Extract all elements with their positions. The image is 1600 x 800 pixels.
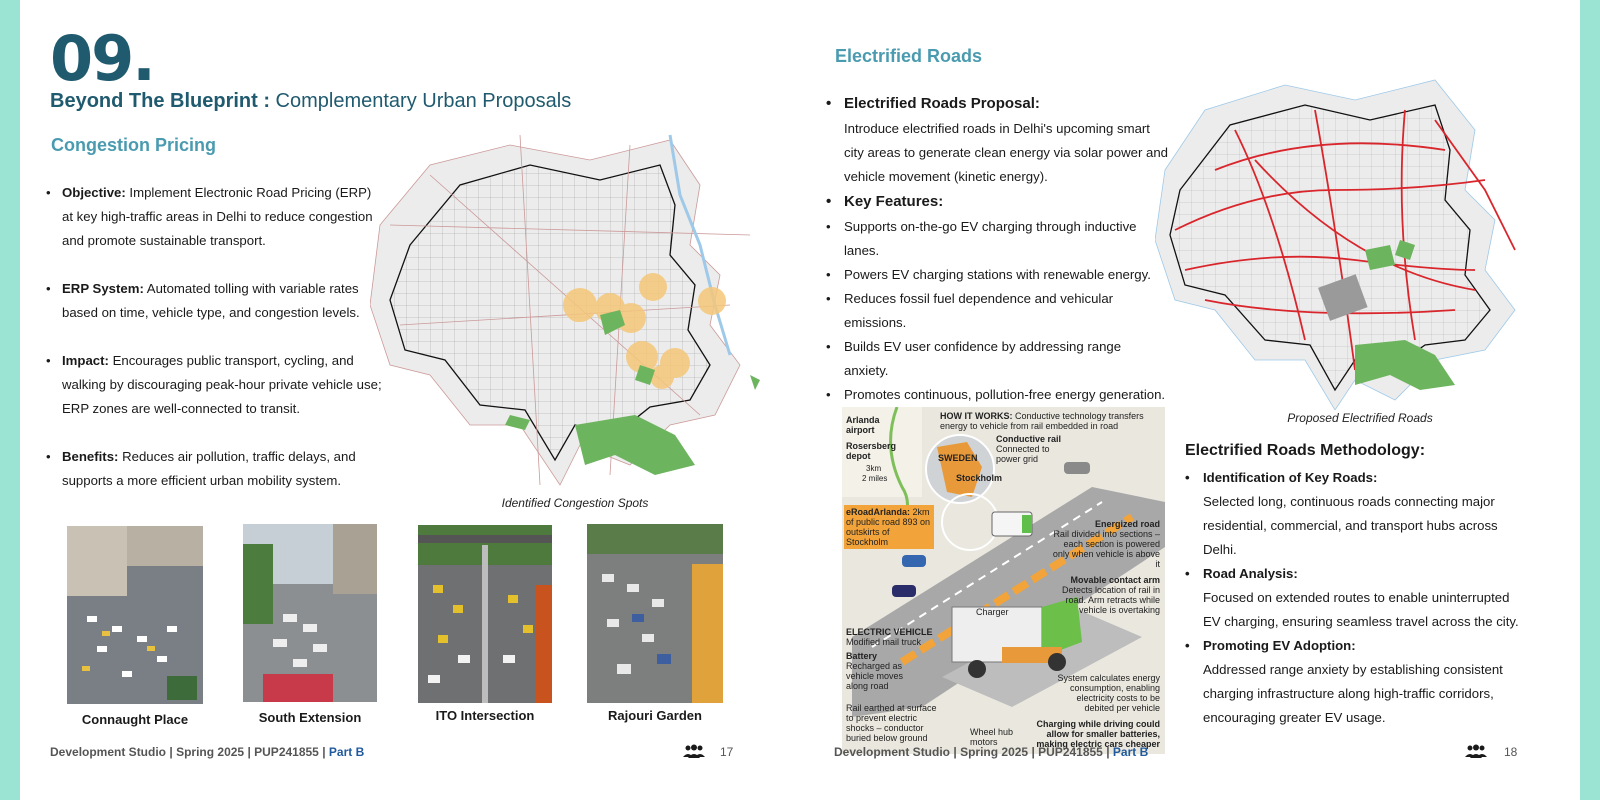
chapter-number: 09. xyxy=(50,22,154,95)
group-icon xyxy=(1465,744,1487,763)
features-heading: • Key Features: xyxy=(824,189,1169,215)
right-page xyxy=(800,0,1580,800)
info-arlanda: Arlanda airport xyxy=(846,415,880,435)
bullet-erp-system: • ERP System: Automated tolling with variable rates based on time, vehicle type, and congestion levels. xyxy=(44,277,384,325)
footer-right: Development Studio | Spring 2025 | PUP241855 | Part B xyxy=(834,745,1149,759)
photo-connaught-place xyxy=(67,526,203,704)
subtitle-regular: Complementary Urban Proposals xyxy=(270,90,572,112)
left-page xyxy=(20,0,800,800)
page-number-left: 17 xyxy=(720,745,734,759)
info-sweden: SWEDEN xyxy=(938,453,978,463)
info-energized: Energized road Rail divided into sections – each section is powered only when vehicle is above it xyxy=(1052,519,1160,569)
info-charging-note: Charging while driving could allow for smaller batteries, making electric cars cheaper xyxy=(1036,719,1160,749)
info-conductive-rail: Conductive rail Connected to power grid xyxy=(996,434,1062,464)
methodology-item-title: • Road Analysis: xyxy=(1183,562,1528,586)
bullet-benefits: • Benefits: Reduces air pollution, traffic delays, and supports a more efficient urban mobility system. xyxy=(44,445,384,493)
bullet-objective: • Objective: Implement Electronic Road Pricing (ERP) at key high-traffic areas in Delhi to reduce congestion and promote sustainable transport. xyxy=(44,181,384,253)
feature-item: • Reduces fossil fuel dependence and vehicular emissions. xyxy=(824,287,1169,335)
photo-label-rajouri-garden: Rajouri Garden xyxy=(608,708,702,723)
delhi-map-electrified xyxy=(1155,70,1530,410)
proposal-heading: • Electrified Roads Proposal: xyxy=(824,91,1169,117)
info-wheel-hub: Wheel hub motors xyxy=(970,727,1014,747)
group-icon xyxy=(683,744,705,763)
page-number-right: 18 xyxy=(1504,745,1518,759)
info-scale-mi: 2 miles xyxy=(862,474,888,483)
congestion-map-caption: Identified Congestion Spots xyxy=(501,496,649,510)
eroad-infographic xyxy=(842,407,1165,754)
photo-label-south-extension: South Extension xyxy=(258,710,362,725)
info-rail-earthed: Rail earthed at surface to prevent electric shocks – conductor buried below ground xyxy=(846,703,937,743)
methodology-item-title: • Promoting EV Adoption: xyxy=(1183,634,1528,658)
info-charger: Charger xyxy=(976,607,1009,617)
chapter-subtitle xyxy=(50,90,571,113)
info-contact-arm: Movable contact arm Detects location of rail in road. Arm retracts while vehicle is overtaking xyxy=(1061,575,1160,615)
feature-item: • Builds EV user confidence by addressing range anxiety. xyxy=(824,335,1169,383)
footer-left: Development Studio | Spring 2025 | PUP241855 | Part B xyxy=(50,745,365,759)
info-ev: ELECTRIC VEHICLE Modified mail truck xyxy=(846,627,933,647)
photo-rajouri-garden xyxy=(587,524,723,703)
methodology-item-title: • Identification of Key Roads: xyxy=(1183,466,1528,490)
info-battery: Battery Recharged as vehicle moves along road xyxy=(846,651,904,691)
photo-label-ito-intersection: ITO Intersection xyxy=(435,708,535,723)
bullet-impact: • Impact: Encourages public transport, cycling, and walking by discouraging peak-hour private vehicle use; ERP zones are well-connected to transit. xyxy=(44,349,384,421)
photo-south-extension xyxy=(243,524,377,702)
methodology-heading: Electrified Roads Methodology: xyxy=(1185,442,1426,459)
methodology-list xyxy=(1183,466,1528,730)
feature-item: • Supports on-the-go EV charging through inductive lanes. xyxy=(824,215,1169,263)
delhi-map-congestion xyxy=(370,125,780,495)
photo-ito-intersection xyxy=(418,525,552,703)
info-system-calc: System calculates energy consumption, enabling electricity costs to be debited per vehicle xyxy=(1057,673,1160,713)
electrified-proposal-list xyxy=(824,91,1169,407)
section-title-congestion: Congestion Pricing xyxy=(51,135,217,155)
proposal-text: Introduce electrified roads in Delhi's upcoming smart city areas to generate clean energy via solar power and vehicle movement (kinetic energy). xyxy=(844,121,1169,184)
methodology-item-text: Addressed range anxiety by establishing consistent charging infrastructure along high-traffic corridors, encouraging greater EV usage. xyxy=(1203,662,1503,725)
feature-item: • Powers EV charging stations with renewable energy. xyxy=(824,263,1169,287)
info-scale-km: 3km xyxy=(866,464,882,473)
info-rosersberg: Rosersberg depot xyxy=(846,441,897,461)
methodology-item-text: Focused on extended routes to enable uninterrupted EV charging, ensuring seamless travel across the city. xyxy=(1203,590,1519,629)
electrified-roads-map xyxy=(1155,70,1530,410)
info-how-it-works: HOW IT WORKS: Conductive technology transfers energy to vehicle from rail embedded in road xyxy=(940,411,1144,431)
methodology-item-text: Selected long, continuous roads connecting major residential, commercial, and transport hubs across Delhi. xyxy=(1203,494,1498,557)
congestion-map xyxy=(370,125,780,495)
feature-item: • Promotes continuous, pollution-free energy generation. xyxy=(824,383,1169,407)
section-title-electrified: Electrified Roads xyxy=(835,46,983,66)
congestion-bullets xyxy=(44,181,384,493)
info-eroad: eRoadArlanda: 2km of public road 893 on outskirts of Stockholm xyxy=(844,505,934,549)
electrified-map-caption: Proposed Electrified Roads xyxy=(1287,411,1433,425)
photo-label-connaught-place: Connaught Place xyxy=(81,712,189,727)
subtitle-bold: Beyond The Blueprint : xyxy=(50,90,270,112)
info-stockholm: Stockholm xyxy=(956,473,1003,483)
